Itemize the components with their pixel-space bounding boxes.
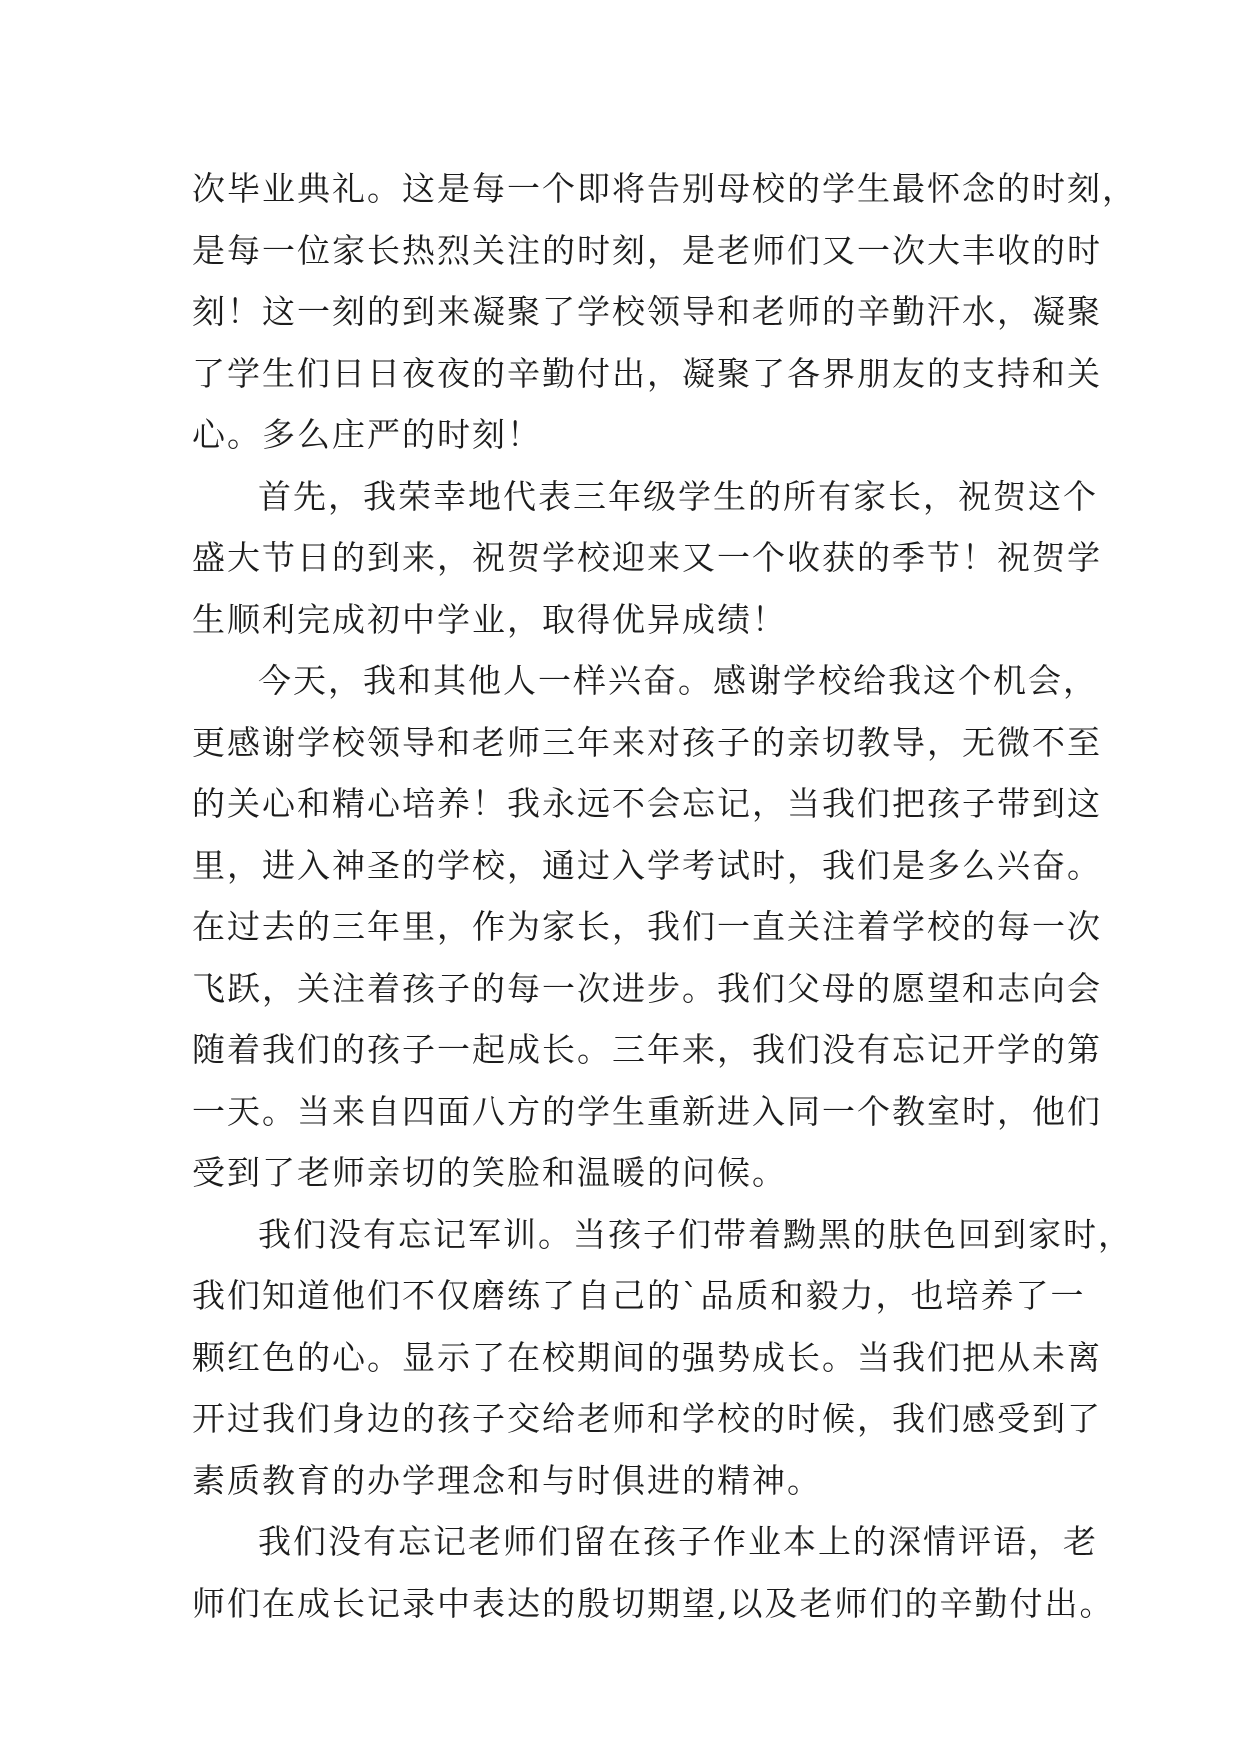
paragraph [192,650,1102,1204]
paragraph [192,1204,1133,1512]
text-line: 开过我们身边的孩子交给老师和学校的时候，我们感受到了 [192,1399,1102,1438]
text-line: 次毕业典礼。这是每一个即将告别母校的学生最怀念的时刻， [192,169,1137,208]
text-line: 首先，我荣幸地代表三年级学生的所有家长，祝贺这个 [258,476,1098,516]
text-line: 在过去的三年里，作为家长，我们一直关注着学校的每一次 [192,907,1102,946]
text-line: 受到了老师亲切的笑脸和温暖的问候。 [192,1153,787,1192]
text-line: 生顺利完成初中学业，取得优异成绩！ [192,599,787,639]
text-line: 的关心和精心培养！我永远不会忘记，当我们把孩子带到这 [192,784,1102,823]
text-line: 是每一位家长热烈关注的时刻，是老师们又一次大丰收的时 [192,230,1102,270]
text-line: 更感谢学校领导和老师三年来对孩子的亲切教导，无微不至 [192,722,1102,762]
text-line: 盛大节日的到来，祝贺学校迎来又一个收获的季节！祝贺学 [192,538,1102,577]
text-line: 飞跃，关注着孩子的每一次进步。我们父母的愿望和志向会 [192,968,1102,1008]
text-line: 随着我们的孩子一起成长。三年来，我们没有忘记开学的第 [192,1030,1102,1069]
text-line: 我们没有忘记老师们留在孩子作业本上的深情评语，老 [258,1522,1098,1561]
paragraph [192,158,1137,466]
text-line: 颗红色的心。显示了在校期间的强势成长。当我们把从未离 [192,1337,1102,1377]
text-line: 今天，我和其他人一样兴奋。感谢学校给我这个机会， [258,661,1098,700]
paragraph [192,1511,1115,1634]
text-line: 了学生们日日夜夜的辛勤付出，凝聚了各界朋友的支持和关 [192,353,1102,393]
text-line: 刻！这一刻的到来凝聚了学校领导和老师的辛勤汗水，凝聚 [192,292,1102,331]
text-line: 我们知道他们不仅磨练了自己的`品质和毅力，也培养了一 [192,1276,1086,1315]
text-line: 里，进入神圣的学校，通过入学考试时，我们是多么兴奋。 [192,845,1102,885]
paragraph [192,466,1102,651]
text-line: 心。多么庄严的时刻！ [192,415,542,454]
text-line: 素质教育的办学理念和与时俱进的精神。 [192,1460,822,1500]
text-line: 我们没有忘记军训。当孩子们带着黝黑的肤色回到家时， [258,1214,1133,1254]
text-line: 师们在成长记录中表达的殷切期望,以及老师们的辛勤付出。 [192,1583,1115,1623]
text-line: 一天。当来自四面八方的学生重新进入同一个教室时，他们 [192,1091,1102,1131]
document-body [192,158,1137,1634]
